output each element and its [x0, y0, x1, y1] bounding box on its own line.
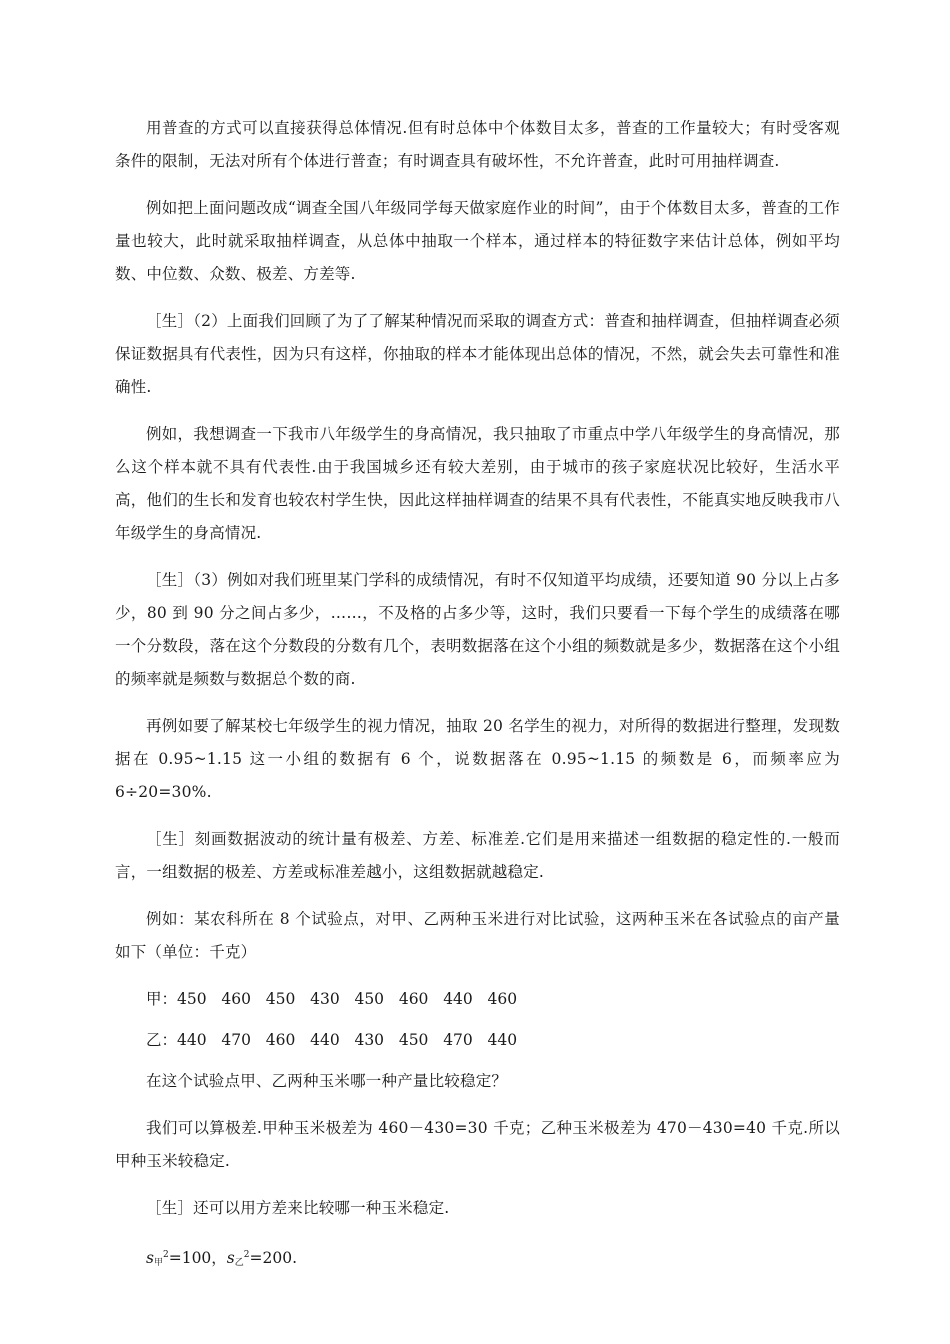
- variance-symbol-jia: s: [146, 1249, 154, 1267]
- paragraph-range-answer: 我们可以算极差.甲种玉米极差为 460－430=30 千克；乙种玉米极差为 470－430=40 千克.所以甲种玉米较稳定.: [115, 1119, 840, 1170]
- paragraph-question: 在这个试验点甲、乙两种玉米哪一种产量比较稳定？: [146, 1072, 508, 1090]
- paragraph-vision-example: 再例如要了解某校七年级学生的视力情况，抽取 20 名学生的视力，对所得的数据进行整理，发现数据在 0.95~1.15 这一小组的数据有 6 个，说数据落在 0.95~1.15 的频数是 6，而频率应为 6÷20=30%.: [115, 717, 840, 801]
- paragraph-census-intro: 用普查的方式可以直接获得总体情况.但有时总体中个体数目太多，普查的工作量较大；有时受客观条件的限制，无法对所有个体进行普查；有时调查具有破坏性，不允许普查，此时可用抽样调查.: [115, 119, 840, 170]
- paragraph-frequency: ［生］（3）例如对我们班里某门学科的成绩情况，有时不仅知道平均成绩，还要知道 90 分以上占多少，80 到 90 分之间占多少，……，不及格的占多少等，这时，我们只要看一下每个学生的成绩落在哪一个分数段，落在这个分数段的分数有几个，表明数据落在这个小组的频数就是多少，数据落在这个小组的频率就是频数与数据总个数的商.: [115, 571, 840, 688]
- variance-subscript-jia: 甲: [153, 1258, 163, 1268]
- variance-formula: [115, 1239, 840, 1280]
- paragraph-variance-note: ［生］还可以用方差来比较哪一种玉米稳定.: [146, 1199, 450, 1217]
- paragraph-sampling-example: 例如把上面问题改成“调查全国八年级同学每天做家庭作业的时间”，由于个体数目太多，普查的工作量也较大，此时就采取抽样调查，从总体中抽取一个样本，通过样本的特征数字来估计总体，例如平均数、中位数、众数、极差、方差等.: [115, 199, 840, 283]
- variance-superscript-yi: 2: [243, 1250, 250, 1260]
- variance-symbol-yi: s: [226, 1249, 235, 1267]
- paragraph-height-example: 例如，我想调查一下我市八年级学生的身高情况，我只抽取了市重点中学八年级学生的身高情况，那么这个样本就不具有代表性.由于我国城乡还有较大差别，由于城市的孩子家庭状况比较好，生活水平高，他们的生长和发育也较农村学生快，因此这样抽样调查的结果不具有代表性，不能真实地反映我市八年级学生的身高情况.: [115, 425, 840, 542]
- variance-subscript-yi: 乙: [234, 1258, 244, 1268]
- paragraph-dispersion: ［生］刻画数据波动的统计量有极差、方差、标准差.它们是用来描述一组数据的稳定性的.一般而言，一组数据的极差、方差或标准差越小，这组数据就越稳定.: [115, 830, 840, 881]
- paragraph-representativeness: ［生］（2）上面我们回顾了为了了解某种情况而采取的调查方式：普查和抽样调查，但抽样调查必须保证数据具有代表性，因为只有这样，你抽取的样本才能体现出总体的情况，不然，就会失去可靠性和准确性.: [115, 312, 840, 396]
- variance-superscript-jia: 2: [162, 1250, 169, 1260]
- data-row-jia: 甲：450 460 450 430 450 460 440 460: [146, 990, 518, 1008]
- paragraph-corn-trial: 例如：某农科所在 8 个试验点，对甲、乙两种玉米进行对比试验，这两种玉米在各试验点的亩产量如下（单位：千克）: [115, 910, 840, 961]
- variance-value-yi: =200.: [249, 1249, 298, 1267]
- data-row-yi: 乙：440 470 460 440 430 450 470 440: [146, 1031, 518, 1049]
- document-body: [115, 112, 840, 1280]
- variance-value-jia: =100，: [168, 1249, 227, 1267]
